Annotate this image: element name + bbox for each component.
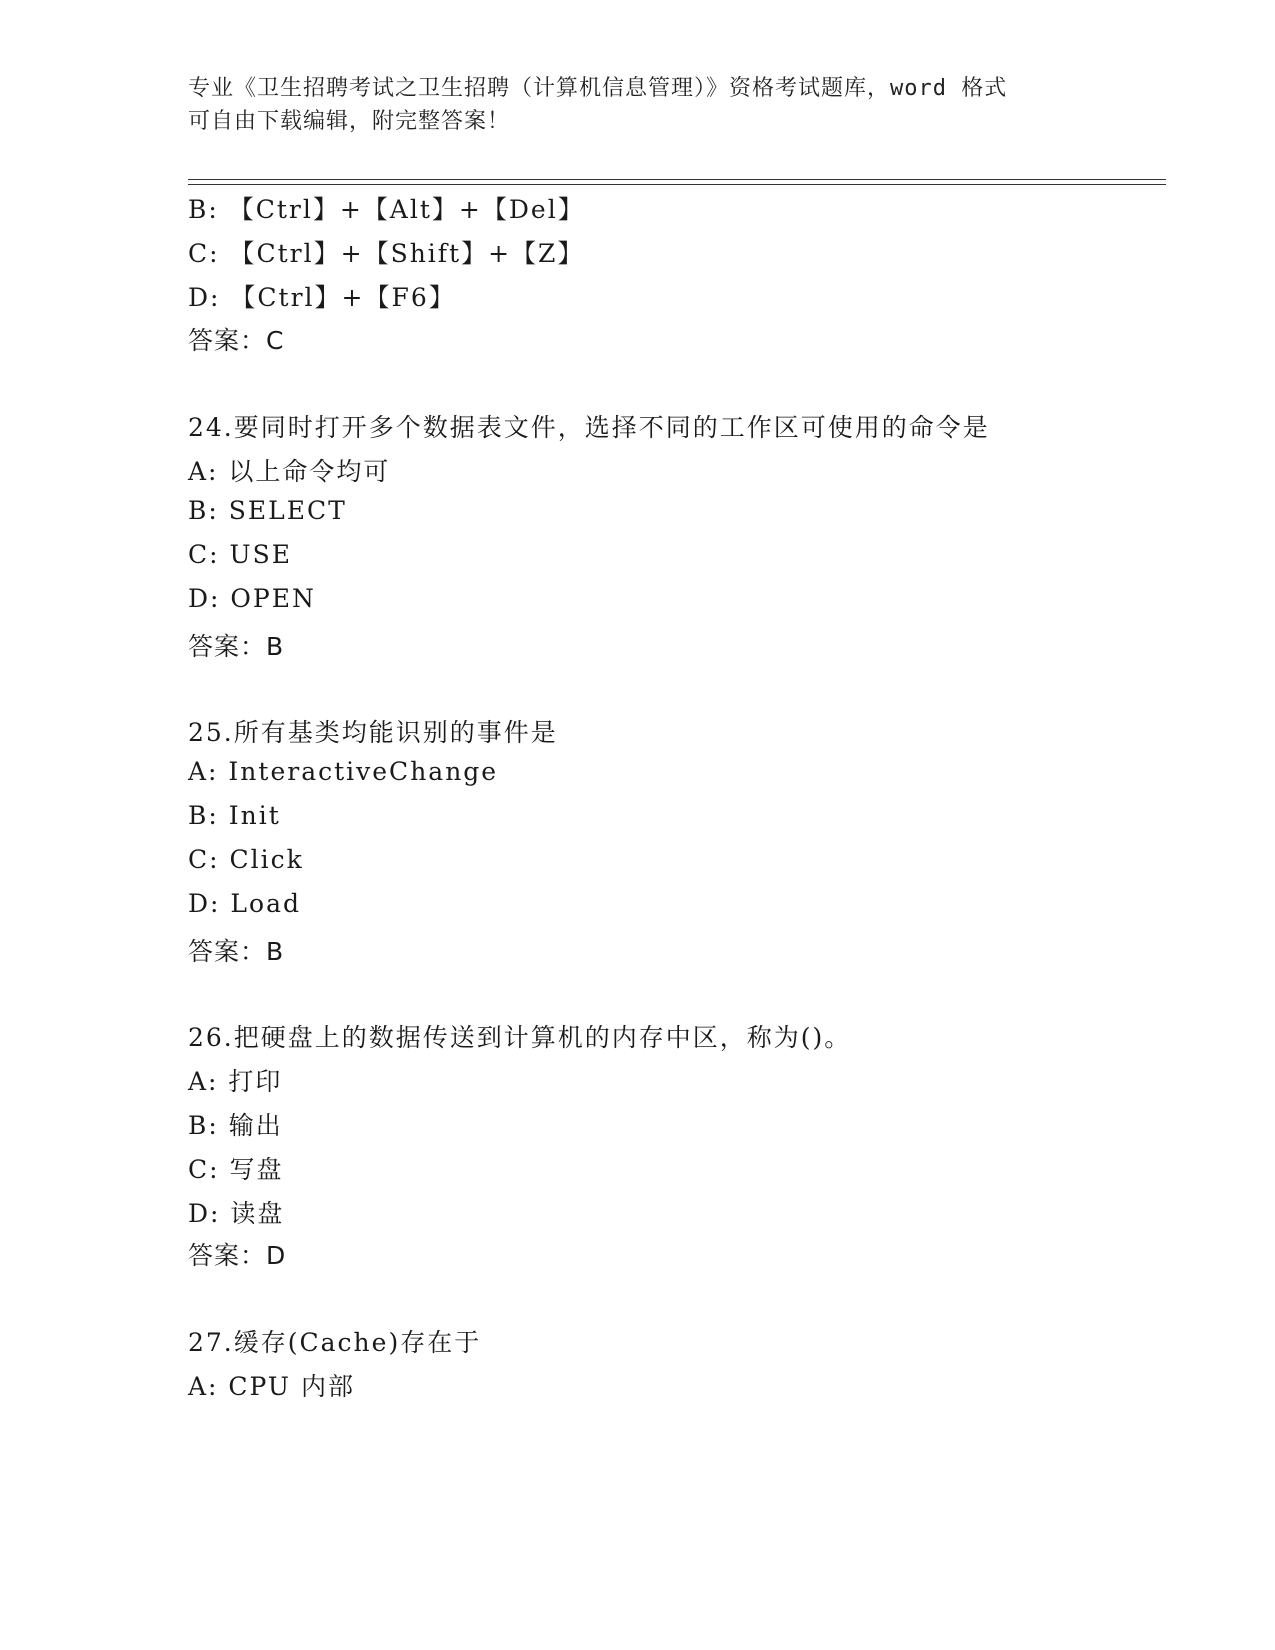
q26-option-a: A: 打印 [188, 1067, 283, 1096]
q23-answer: 答案：C [188, 326, 285, 355]
q24-option-d: D: OPEN [188, 584, 316, 613]
q24-option-c: C: USE [188, 540, 292, 569]
q24-option-a: A: 以上命令均可 [188, 457, 391, 486]
q26-question: 26.把硬盘上的数据传送到计算机的内存中区，称为()。 [188, 1023, 852, 1052]
q24-option-b: B: SELECT [188, 496, 347, 525]
q25-question: 25.所有基类均能识别的事件是 [188, 718, 558, 747]
q26-answer: 答案：D [188, 1241, 287, 1270]
q25-option-b: B: Init [188, 801, 281, 830]
q27-option-a: A: CPU 内部 [188, 1372, 355, 1401]
header-divider-bottom [188, 184, 1166, 185]
q24-answer: 答案：B [188, 632, 285, 661]
q26-option-b: B: 输出 [188, 1111, 283, 1140]
header-line-2: 可自由下载编辑，附完整答案！ [188, 109, 511, 134]
q26-option-c: C: 写盘 [188, 1155, 284, 1184]
q23-option-b: B: 【Ctrl】+【Alt】+【Del】 [188, 195, 585, 224]
header-divider-top [188, 179, 1166, 180]
q23-option-c: C: 【Ctrl】+【Shift】+【Z】 [188, 239, 585, 268]
document-header [188, 72, 1088, 138]
q26-option-d: D: 读盘 [188, 1199, 285, 1228]
q25-answer: 答案：B [188, 937, 285, 966]
q25-option-c: C: Click [188, 845, 304, 874]
q25-option-d: D: Load [188, 889, 301, 918]
q27-question: 27.缓存(Cache)存在于 [188, 1328, 482, 1357]
q23-option-d: D: 【Ctrl】+【F6】 [188, 283, 456, 312]
header-line-1: 专业《卫生招聘考试之卫生招聘（计算机信息管理）》资格考试题库，word 格式 [188, 76, 1008, 101]
q24-question: 24.要同时打开多个数据表文件，选择不同的工作区可使用的命令是 [188, 413, 990, 442]
q25-option-a: A: InteractiveChange [188, 757, 499, 786]
